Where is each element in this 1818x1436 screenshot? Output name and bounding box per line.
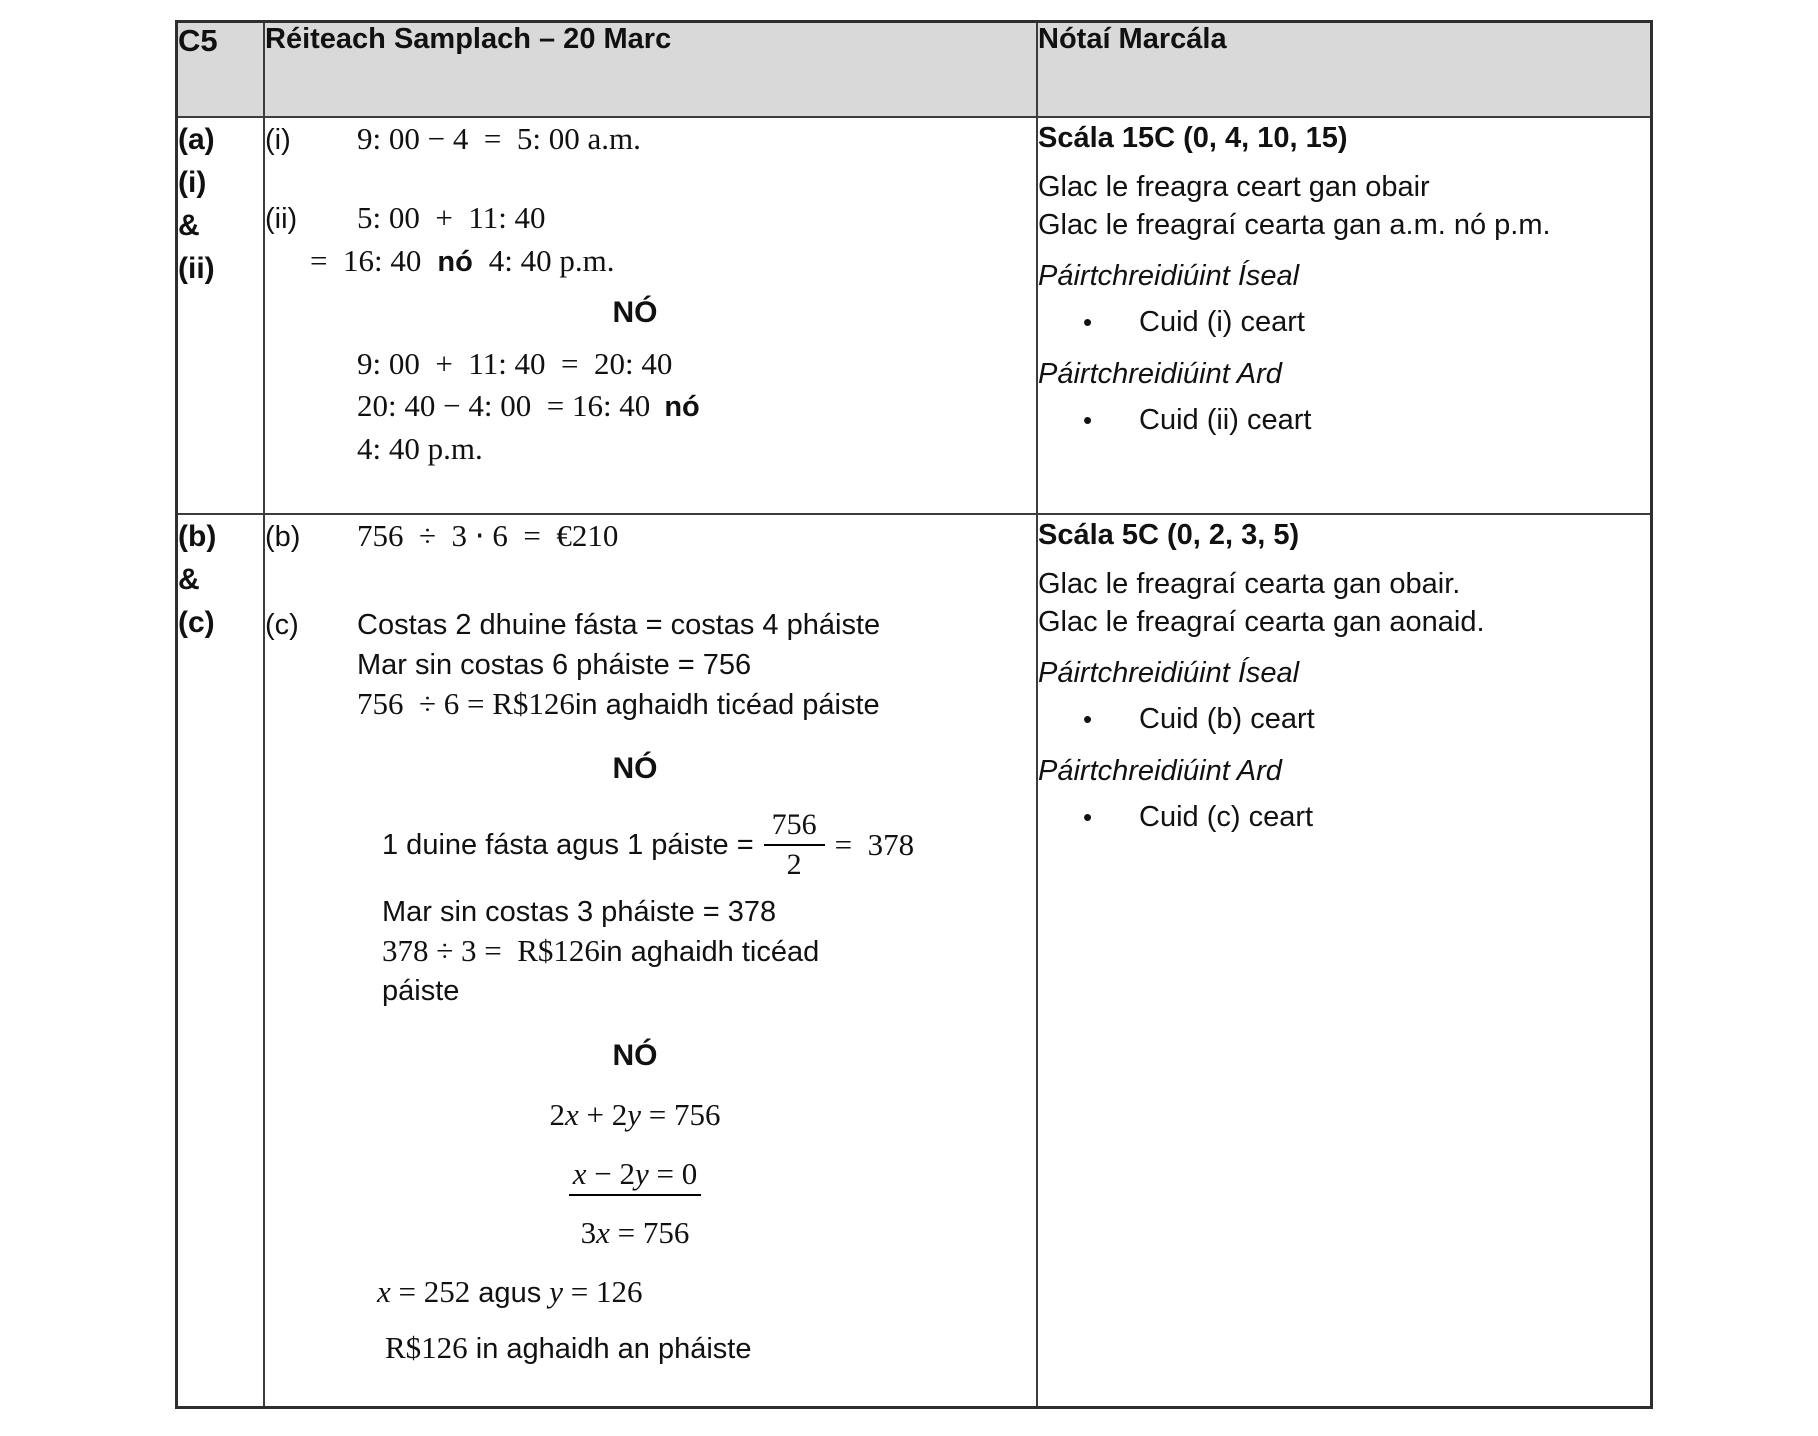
math-equation: 3x = 756 <box>580 1215 690 1250</box>
part-label-line: & <box>178 563 200 596</box>
math-expression: 378 ÷ 3 = R$126 <box>382 933 600 968</box>
solution-line-b <box>265 515 1036 558</box>
solution-text: Mar sin costas 3 pháiste = 378 <box>382 896 777 928</box>
math-expression: 4: 40 p.m. <box>357 431 483 466</box>
bullet-icon: • <box>1083 405 1093 435</box>
bullet-icon: • <box>1083 802 1093 832</box>
solution-text: Mar sin costas 6 pháiste = 756 <box>357 649 752 681</box>
subpart-b-label: (b) <box>265 521 301 553</box>
marking-scale: Scála 15C (0, 4, 10, 15) <box>1038 122 1348 154</box>
part-a-label-cell <box>177 117 265 514</box>
math-equation: y = 126 <box>549 1274 643 1309</box>
partial-credit-item <box>1038 400 1650 440</box>
part-a-notes-cell <box>1037 117 1652 514</box>
alt-solution-line <box>357 428 1036 470</box>
solution-line <box>382 972 1036 1010</box>
equation-line <box>265 1153 1005 1194</box>
equation-line <box>265 1094 1005 1135</box>
marking-scheme-table <box>175 20 1653 1409</box>
row-part-b-c <box>177 514 1652 1408</box>
solution-text: agus <box>470 1277 550 1309</box>
solution-line-ii-result <box>310 240 1036 283</box>
fraction-denominator: 2 <box>786 848 802 881</box>
math-expression: 756 ÷ 3 ⋅ 6 = €210 <box>357 518 619 553</box>
part-label-line: (b) <box>178 520 217 553</box>
part-label-line: (a) <box>178 123 215 156</box>
fraction-solution-line <box>382 797 1036 893</box>
math-expression: 4: 40 p.m. <box>488 243 615 278</box>
math-expression: 5: 00 + 11: 40 <box>357 200 546 235</box>
partial-credit-low-title: Páirtchreidiúint Íseal <box>1038 260 1300 292</box>
math-equation: x = 252 <box>377 1274 471 1309</box>
part-bc-label-cell <box>177 514 265 1408</box>
solution-text: in aghaidh an pháiste <box>467 1333 752 1365</box>
marking-scale: Scála 5C (0, 2, 3, 5) <box>1038 519 1300 551</box>
equation-line <box>265 1212 1005 1253</box>
bullet-icon: • <box>1083 704 1093 734</box>
part-label-line: & <box>178 209 200 242</box>
math-expression: 9: 00 − 4 = 5: 00 a.m. <box>357 121 641 156</box>
marking-note: Glac le freagraí cearta gan aonaid. <box>1038 606 1485 638</box>
solution-text: 1 duine fásta agus 1 páiste = <box>382 828 754 861</box>
solution-line-c <box>265 604 1036 646</box>
or-divider-heading: NÓ <box>612 296 658 329</box>
partial-credit-item-text: Cuid (i) ceart <box>1139 306 1305 338</box>
solution-text: Costas 2 dhuine fásta = costas 4 pháiste <box>357 609 881 641</box>
solution-line <box>382 893 1036 931</box>
fraction-numerator: 756 <box>764 808 825 846</box>
part-label-line: (ii) <box>178 252 215 285</box>
math-expression: R$126 <box>385 1330 468 1365</box>
partial-credit-item-text: Cuid (ii) ceart <box>1139 404 1312 436</box>
partial-credit-item <box>1038 797 1650 837</box>
alt-solution-line <box>357 343 1036 385</box>
marking-note: Glac le freagraí cearta gan a.m. nó p.m. <box>1038 209 1551 241</box>
partial-credit-item-text: Cuid (c) ceart <box>1139 801 1314 833</box>
part-bc-notes-cell <box>1037 514 1652 1408</box>
math-expression: 756 ÷ 6 = R$126 <box>357 686 575 721</box>
solution-line-i <box>265 118 1036 161</box>
table-header-row <box>177 22 1652 118</box>
notes-column-header: Nótaí Marcála <box>1037 22 1652 118</box>
solution-line <box>357 684 1036 725</box>
math-equation-underlined: x − 2y = 0 <box>569 1156 702 1196</box>
solution-text: in aghaidh ticéad páiste <box>574 689 880 721</box>
marking-note: Glac le freagraí cearta gan obair. <box>1038 568 1461 600</box>
solution-text: páiste <box>382 975 460 1007</box>
math-expression: = 378 <box>834 827 915 862</box>
or-divider-heading: NÓ <box>612 1039 658 1072</box>
bullet-icon: • <box>1083 307 1093 337</box>
subpart-i-label: (i) <box>265 124 291 156</box>
fraction <box>764 808 825 882</box>
part-a-solution-cell <box>264 117 1037 514</box>
partial-credit-item <box>1038 699 1650 739</box>
part-label-line: (i) <box>178 166 207 199</box>
row-part-a <box>177 117 1652 514</box>
alt-solution-line <box>357 385 1036 428</box>
partial-credit-item <box>1038 302 1650 342</box>
marking-note: Glac le freagra ceart gan obair <box>1038 171 1430 203</box>
solution-text: in aghaidh ticéad <box>599 936 820 968</box>
or-divider-heading: NÓ <box>612 752 658 785</box>
result-line <box>385 1327 1036 1369</box>
partial-credit-item-text: Cuid (b) ceart <box>1139 703 1315 735</box>
math-expression: = 16: 40 <box>310 243 422 278</box>
or-keyword: nó <box>664 391 700 423</box>
math-expression: 9: 00 + 11: 40 = 20: 40 <box>357 346 673 381</box>
part-label-line: (c) <box>178 606 215 639</box>
partial-credit-high-title: Páirtchreidiúint Ard <box>1038 755 1282 787</box>
math-expression: 20: 40 − 4: 00 = 16: 40 <box>357 388 651 423</box>
solution-line-ii <box>265 197 1036 240</box>
math-equation: 2x + 2y = 756 <box>549 1097 721 1132</box>
solution-column-header: Réiteach Samplach – 20 Marc <box>264 22 1037 118</box>
or-keyword: nó <box>437 246 473 278</box>
part-bc-solution-cell <box>264 514 1037 1408</box>
solution-line <box>382 931 1036 972</box>
solution-line <box>357 646 1036 684</box>
equation-line <box>377 1271 1036 1313</box>
partial-credit-low-title: Páirtchreidiúint Íseal <box>1038 657 1300 689</box>
partial-credit-high-title: Páirtchreidiúint Ard <box>1038 358 1282 390</box>
subpart-ii-label: (ii) <box>265 203 298 235</box>
subpart-c-label: (c) <box>265 609 299 641</box>
question-number: C5 <box>177 22 265 118</box>
